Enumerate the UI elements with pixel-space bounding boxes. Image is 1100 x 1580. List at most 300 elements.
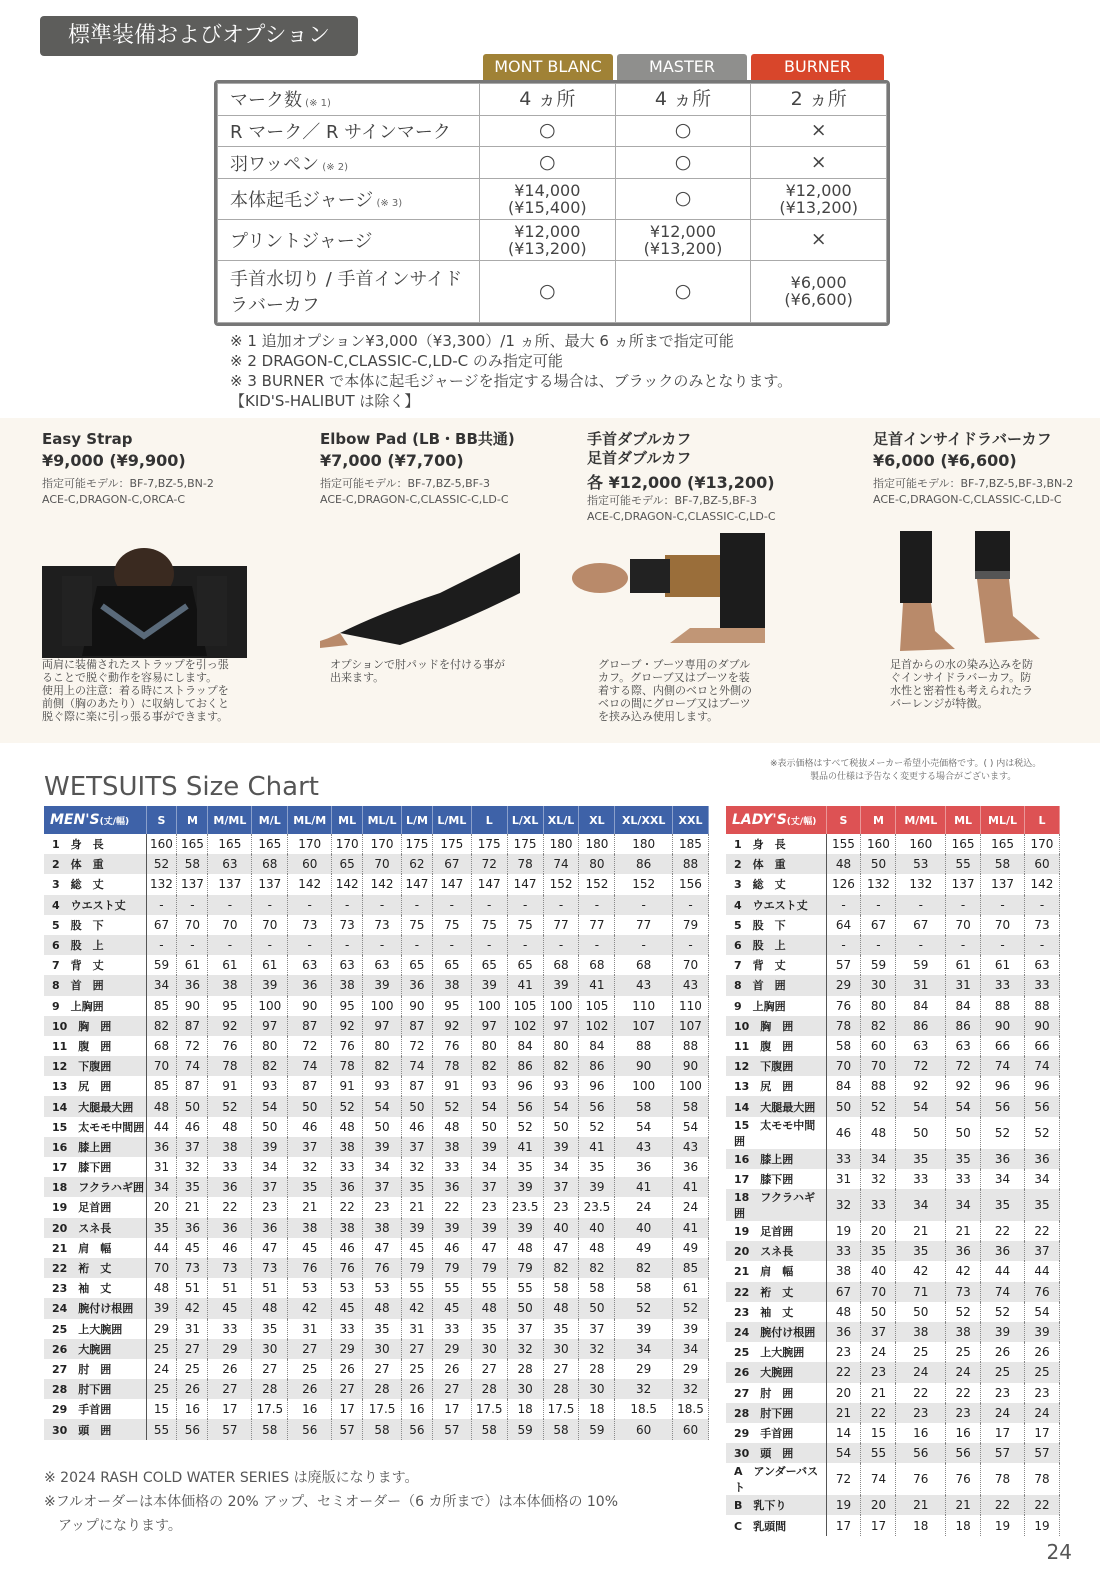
measurement-label: 6 股 上	[44, 935, 146, 955]
measurement-value: 19	[826, 1495, 861, 1515]
measurement-value: 16	[401, 1399, 432, 1419]
section-title: 標準装備およびオプション	[40, 16, 358, 56]
measurement-value: 32	[579, 1339, 615, 1359]
measurement-value: -	[177, 895, 208, 915]
measurement-value: 58	[615, 1278, 673, 1298]
measurement-value: -	[432, 935, 471, 955]
measurement-label: 5 股 下	[726, 915, 826, 935]
measurement-value: -	[896, 895, 946, 915]
measurement-value: 70	[861, 1056, 896, 1076]
measurement-value: 73	[363, 915, 402, 935]
measurement-value: 30	[471, 1339, 507, 1359]
table-row	[726, 1443, 1060, 1463]
measurement-value: 50	[471, 1117, 507, 1137]
measurement-value: 31	[826, 1169, 861, 1189]
measurement-value: 85	[146, 1076, 177, 1096]
table-row	[726, 1241, 1060, 1261]
measurement-label: 4 ウエスト丈	[726, 895, 826, 915]
measurement-value: 17	[1024, 1423, 1059, 1443]
measurement-value: 55	[432, 1278, 471, 1298]
measurement-label: 8 首 囲	[44, 975, 146, 995]
table-row	[44, 1117, 709, 1137]
measurement-value: 28	[579, 1359, 615, 1379]
measurement-value: 100	[672, 1076, 708, 1096]
options-table	[214, 80, 890, 326]
measurement-value: 23.5	[507, 1197, 543, 1217]
measurement-value: 54	[896, 1096, 946, 1116]
measurement-value: 50	[861, 854, 896, 874]
measurement-value: 29	[432, 1339, 471, 1359]
measurement-value: 97	[471, 1016, 507, 1036]
table-row	[44, 1399, 709, 1419]
measurement-value: 107	[615, 1016, 673, 1036]
measurement-value: 61	[672, 1278, 708, 1298]
measurement-value: 22	[861, 1403, 896, 1423]
measurement-value: 33	[826, 1241, 861, 1261]
measurement-value: 49	[615, 1238, 673, 1258]
measurement-value: 54	[252, 1096, 288, 1116]
measurement-value: 31	[946, 975, 981, 995]
measurement-value: 57	[981, 1443, 1025, 1463]
measurement-value: 30	[507, 1379, 543, 1399]
measurement-value: 58	[471, 1419, 507, 1439]
measurement-value: 137	[208, 874, 252, 894]
measurement-value: 73	[252, 1258, 288, 1278]
measurement-value: 66	[1024, 1036, 1059, 1056]
measurement-value: 23	[826, 1342, 861, 1362]
measurement-value: 27	[401, 1339, 432, 1359]
measurement-value: 32	[177, 1157, 208, 1177]
measurement-value: 100	[471, 996, 507, 1016]
measurement-value: 51	[177, 1278, 208, 1298]
measurement-value: 17.5	[471, 1399, 507, 1419]
measurement-value: 26	[288, 1379, 332, 1399]
measurement-value: 132	[861, 874, 896, 894]
measurement-value: 21	[288, 1197, 332, 1217]
measurement-value: -	[981, 935, 1025, 955]
measurement-value: 20	[861, 1495, 896, 1515]
measurement-value: 41	[615, 1177, 673, 1197]
measurement-value: 91	[208, 1076, 252, 1096]
measurement-value: 45	[177, 1238, 208, 1258]
option-value: ×	[751, 147, 887, 179]
measurement-value: 79	[672, 915, 708, 935]
tax-note: ※表示価格はすべて税抜メーカー希望小売価格です。( ) 内は税込。 製品の仕様は予告なく変更する場合がございます。	[770, 759, 1042, 782]
measurement-value: 44	[146, 1117, 177, 1137]
measurement-value: 22	[1024, 1495, 1059, 1515]
measurement-value: 37	[861, 1322, 896, 1342]
measurement-value: 33	[826, 1149, 861, 1169]
measurement-value: 110	[672, 996, 708, 1016]
measurement-value: 65	[471, 955, 507, 975]
measurement-value: 35	[288, 1177, 332, 1197]
measurement-value: 23	[252, 1197, 288, 1217]
measurement-value: 90	[401, 996, 432, 1016]
table-row	[44, 1218, 709, 1238]
measurement-value: -	[208, 895, 252, 915]
measurement-value: 17	[332, 1399, 363, 1419]
measurement-value: 17.5	[543, 1399, 579, 1419]
measurement-value: 84	[507, 1036, 543, 1056]
table-row	[44, 1258, 709, 1278]
option-value: ○	[615, 178, 751, 219]
measurement-value: 33	[981, 975, 1025, 995]
measurement-value: 34	[471, 1157, 507, 1177]
measurement-label: 12 下腹囲	[44, 1056, 146, 1076]
measurement-value: 38	[896, 1322, 946, 1342]
option-row	[218, 115, 887, 147]
measurement-value: 80	[861, 996, 896, 1016]
measurement-value: 43	[615, 1137, 673, 1157]
measurement-value: 53	[363, 1278, 402, 1298]
measurement-value: 71	[896, 1282, 946, 1302]
footnotes	[44, 1466, 618, 1538]
measurement-value: 110	[615, 996, 673, 1016]
measurement-value: 40	[579, 1218, 615, 1238]
measurement-value: 52	[672, 1298, 708, 1318]
measurement-label: 6 股 上	[726, 935, 826, 955]
measurement-value: 40	[861, 1261, 896, 1281]
measurement-value: 47	[363, 1238, 402, 1258]
measurement-value: 67	[896, 915, 946, 935]
measurement-value: 57	[208, 1419, 252, 1439]
measurement-value: 54	[615, 1117, 673, 1137]
measurement-value: 65	[332, 854, 363, 874]
measurement-value: 58	[672, 1096, 708, 1116]
measurement-value: 67	[861, 915, 896, 935]
measurement-value: 152	[615, 874, 673, 894]
measurement-value: 33	[208, 1157, 252, 1177]
measurement-value: 170	[1024, 834, 1059, 854]
measurement-value: 86	[615, 854, 673, 874]
measurement-value: 59	[507, 1419, 543, 1439]
measurement-value: 68	[543, 955, 579, 975]
measurement-value: 105	[507, 996, 543, 1016]
table-row	[44, 915, 709, 935]
measurement-value: 82	[579, 1258, 615, 1278]
measurement-label: 22 裄 丈	[726, 1282, 826, 1302]
measurement-value: 61	[946, 955, 981, 975]
size-chart-title: WETSUITS Size Chart	[44, 772, 319, 802]
measurement-value: 73	[1024, 915, 1059, 935]
measurement-value: 75	[507, 915, 543, 935]
table-row	[726, 1423, 1060, 1443]
measurement-value: 185	[672, 834, 708, 854]
footnote: ※フルオーダーは本体価格の 20% アップ、セミオーダー（6 カ所まで）は本体価格の 10%	[44, 1494, 619, 1510]
feature-elbow-pad	[320, 430, 560, 508]
feature-models: 指定可能モデル：BF-7,BZ-5,BN-2 ACE-C,DRAGON-C,ORCA-C	[42, 477, 214, 506]
measurement-value: 52	[981, 1117, 1025, 1149]
measurement-value: 46	[208, 1238, 252, 1258]
measurement-value: 36	[672, 1157, 708, 1177]
measurement-value: 54	[826, 1443, 861, 1463]
measurement-value: 155	[826, 834, 861, 854]
table-row	[44, 1036, 709, 1056]
measurement-value: 180	[579, 834, 615, 854]
measurement-value: 82	[363, 1056, 402, 1076]
measurement-value: 24	[672, 1197, 708, 1217]
measurement-value: 28	[507, 1359, 543, 1379]
measurement-value: 42	[946, 1261, 981, 1281]
measurement-value: 84	[896, 996, 946, 1016]
measurement-value: 17	[981, 1423, 1025, 1443]
option-row	[218, 178, 887, 219]
table-row	[726, 1515, 1060, 1535]
measurement-value: 26	[401, 1379, 432, 1399]
table-row	[44, 996, 709, 1016]
measurement-label: 13 尻 囲	[44, 1076, 146, 1096]
measurement-value: 95	[432, 996, 471, 1016]
table-row	[726, 1189, 1060, 1221]
measurement-value: 48	[146, 1278, 177, 1298]
measurement-value: 35	[896, 1241, 946, 1261]
measurement-value: 100	[252, 996, 288, 1016]
measurement-value: 24	[1024, 1403, 1059, 1423]
measurement-value: 48	[579, 1238, 615, 1258]
measurement-label: 29 手首囲	[44, 1399, 146, 1419]
measurement-value: 93	[363, 1076, 402, 1096]
measurement-label: B 乳下り	[726, 1495, 826, 1515]
measurement-value: 36	[177, 1218, 208, 1238]
measurement-value: 42	[401, 1298, 432, 1318]
measurement-value: 57	[432, 1419, 471, 1439]
measurement-value: 27	[432, 1379, 471, 1399]
measurement-value: 75	[401, 915, 432, 935]
measurement-value: 23	[363, 1197, 402, 1217]
column-header-master: MASTER	[617, 54, 747, 80]
measurement-value: 85	[146, 996, 177, 1016]
measurement-value: 72	[896, 1056, 946, 1076]
measurement-label: 9 上胸囲	[44, 996, 146, 1016]
measurement-value: 36	[1024, 1149, 1059, 1169]
measurement-value: 15	[146, 1399, 177, 1419]
measurement-value: 72	[288, 1036, 332, 1056]
measurement-value: 70	[826, 1056, 861, 1076]
measurement-value: 35	[861, 1241, 896, 1261]
measurement-value: 78	[1024, 1463, 1059, 1495]
measurement-value: 46	[401, 1117, 432, 1137]
measurement-value: 56	[401, 1419, 432, 1439]
mens-header-label: MEN'S(丈/幅)	[44, 806, 146, 834]
measurement-value: 74	[401, 1056, 432, 1076]
table-row	[44, 874, 709, 894]
measurement-value: 92	[432, 1016, 471, 1036]
measurement-label: 8 首 囲	[726, 975, 826, 995]
measurement-value: 30	[363, 1339, 402, 1359]
option-value: ¥12,000 (¥13,200)	[480, 219, 616, 260]
measurement-value: 37	[401, 1137, 432, 1157]
measurement-value: 36	[252, 1218, 288, 1238]
measurement-value: 37	[507, 1319, 543, 1339]
measurement-value: 93	[543, 1076, 579, 1096]
measurement-value: 67	[826, 1282, 861, 1302]
mens-size-header: L/M	[401, 806, 432, 834]
table-row	[726, 1383, 1060, 1403]
option-value: ○	[615, 147, 751, 179]
measurement-value: -	[579, 895, 615, 915]
measurement-value: 25	[177, 1359, 208, 1379]
footnote: ※ 2024 RASH COLD WATER SERIES は廃版になります。	[44, 1470, 419, 1486]
table-row	[726, 834, 1060, 854]
measurement-value: 57	[1024, 1443, 1059, 1463]
measurement-value: -	[363, 895, 402, 915]
option-label: プリントジャージ	[218, 219, 480, 260]
measurement-value: -	[615, 935, 673, 955]
measurement-value: 17.5	[252, 1399, 288, 1419]
measurement-value: 32	[507, 1339, 543, 1359]
measurement-value: 33	[332, 1319, 363, 1339]
measurement-value: 142	[1024, 874, 1059, 894]
measurement-value: 88	[615, 1036, 673, 1056]
feature-price: ¥7,000 (¥7,700)	[320, 451, 464, 470]
measurement-value: 41	[507, 1137, 543, 1157]
measurement-value: 26	[332, 1359, 363, 1379]
measurement-value: 35	[579, 1157, 615, 1177]
measurement-value: 39	[363, 1137, 402, 1157]
measurement-value: 97	[252, 1016, 288, 1036]
measurement-value: 58	[363, 1419, 402, 1439]
feature-models: 指定可能モデル：BF-7,BZ-5,BF-3 ACE-C,DRAGON-C,CLASSIC-C,LD-C	[587, 494, 776, 523]
measurement-value: 16	[288, 1399, 332, 1419]
measurement-value: 21	[861, 1383, 896, 1403]
mens-size-header: ML	[332, 806, 363, 834]
table-row	[44, 1016, 709, 1036]
measurement-value: 39	[1024, 1322, 1059, 1342]
option-row	[218, 84, 887, 116]
measurement-value: 18	[896, 1515, 946, 1535]
measurement-value: 165	[252, 834, 288, 854]
option-note: ※ 1 追加オプション¥3,000（¥3,300）/1 ヵ所、最大 6 ヵ所まで指定可能	[230, 332, 734, 350]
measurement-value: 68	[252, 854, 288, 874]
measurement-label: 21 肩 幅	[44, 1238, 146, 1258]
measurement-value: 19	[1024, 1515, 1059, 1535]
measurement-value: 33	[332, 1157, 363, 1177]
measurement-value: 60	[288, 854, 332, 874]
measurement-value: 132	[146, 874, 177, 894]
option-label: 本体起毛ジャージ (※ 3)	[218, 178, 480, 219]
measurement-label: 18 フクラハギ囲	[44, 1177, 146, 1197]
measurement-value: 32	[288, 1157, 332, 1177]
measurement-value: 75	[471, 915, 507, 935]
measurement-value: 48	[826, 854, 861, 874]
feature-band: Easy Strap ¥9,000 (¥9,900) 指定可能モデル：BF-7,BZ-5,BN-2 ACE-C,DRAGON-C,ORCA-C 両肩に装備されたストラップを引っ張 ることで脱ぐ動作を容易にします。 使用上の注意：着る時にストラップを 前側（胸のあたり）に収納しておくと 脱ぐ際に楽に引っ張る事ができます。 Elbow Pad (LB・BB共通) ¥7,000 (¥7,700) 指定可能モデル：BF-7,BZ-5,BF-3 ACE-C,DRAGON-C,CLASSIC-C,LD-C オプションで肘パッドを付ける事が 出来ます。 手首ダブルカフ 足首ダブルカフ 各 ¥12,000 (¥13,200) 指定可能モデル：BF-7,BZ-5,BF-3 ACE-C,DRAGON-C,CLASSIC-C,LD-C グローブ・ブーツ専用のダブル カフ。グローブ又はブーツを装 着する際、内側のベロと外側の ベロの間にグローブ又はブーツ を挟み込み使用します。 足首インサイドラバーカフ ¥6,000 (¥6,600) 指定可能モデル：BF-7,BZ-5,BF-3,BN-2 ACE-C,DRAGON-C,CLASSIC-C,LD-C 足首からの水の染み込みを防 ぐインサイドラバーカフ。防 水性と密着性も考えられたラ バーレンジが特徴。	[0, 418, 1100, 743]
measurement-value: 25	[401, 1359, 432, 1379]
measurement-value: 100	[615, 1076, 673, 1096]
measurement-value: 31	[896, 975, 946, 995]
measurement-value: 34	[252, 1157, 288, 1177]
option-note: ※ 3 BURNER で本体に起毛ジャージを指定する場合は、ブラックのみとなります。	[230, 372, 793, 390]
measurement-value: 46	[288, 1117, 332, 1137]
measurement-value: 132	[896, 874, 946, 894]
option-row	[218, 147, 887, 179]
measurement-value: 68	[579, 955, 615, 975]
measurement-label: 7 背 丈	[726, 955, 826, 975]
measurement-value: 22	[981, 1495, 1025, 1515]
option-note: ※ 2 DRAGON-C,CLASSIC-C,LD-C のみ指定可能	[230, 352, 563, 370]
measurement-value: 90	[672, 1056, 708, 1076]
measurement-value: 23	[1024, 1383, 1059, 1403]
option-row	[218, 260, 887, 322]
mens-size-header: L/ML	[432, 806, 471, 834]
feature-double-cuff	[587, 430, 827, 525]
measurement-value: 43	[672, 975, 708, 995]
measurement-value: 16	[946, 1423, 981, 1443]
measurement-value: 36	[332, 1177, 363, 1197]
measurement-value: 60	[861, 1036, 896, 1056]
measurement-value: 73	[946, 1282, 981, 1302]
measurement-value: 165	[946, 834, 981, 854]
measurement-value: 78	[432, 1056, 471, 1076]
measurement-value: 73	[288, 915, 332, 935]
measurement-value: -	[332, 895, 363, 915]
measurement-value: 35	[1024, 1189, 1059, 1221]
measurement-value: 43	[672, 1137, 708, 1157]
measurement-value: 73	[177, 1258, 208, 1278]
measurement-label: 30 頭 囲	[44, 1419, 146, 1439]
measurement-value: 40	[543, 1218, 579, 1238]
measurement-value: 41	[672, 1177, 708, 1197]
measurement-value: 17	[826, 1515, 861, 1535]
measurement-value: 19	[826, 1221, 861, 1241]
table-row	[726, 1221, 1060, 1241]
measurement-value: 76	[826, 996, 861, 1016]
measurement-value: 87	[401, 1016, 432, 1036]
measurement-value: 60	[672, 1419, 708, 1439]
measurement-value: 74	[288, 1056, 332, 1076]
measurement-value: 175	[401, 834, 432, 854]
column-header-burner: BURNER	[751, 54, 884, 80]
measurement-value: 75	[432, 915, 471, 935]
measurement-value: 80	[471, 1036, 507, 1056]
measurement-value: 84	[826, 1076, 861, 1096]
measurement-value: 41	[507, 975, 543, 995]
measurement-value: 50	[861, 1302, 896, 1322]
mens-size-header: ML/M	[288, 806, 332, 834]
measurement-value: 26	[1024, 1342, 1059, 1362]
measurement-value: 17.5	[363, 1399, 402, 1419]
measurement-value: 35	[946, 1149, 981, 1169]
measurement-value: 38	[432, 1137, 471, 1157]
measurement-value: 29	[146, 1319, 177, 1339]
measurement-value: 59	[896, 955, 946, 975]
measurement-label: 24 腕付け根囲	[726, 1322, 826, 1342]
measurement-value: 32	[672, 1379, 708, 1399]
table-row	[44, 1419, 709, 1439]
table-row	[726, 1261, 1060, 1281]
measurement-value: 36	[146, 1137, 177, 1157]
measurement-value: 55	[146, 1419, 177, 1439]
measurement-value: 44	[146, 1238, 177, 1258]
measurement-value: 67	[432, 854, 471, 874]
measurement-value: 72	[401, 1036, 432, 1056]
measurement-value: 54	[363, 1096, 402, 1116]
measurement-value: 39	[543, 1137, 579, 1157]
measurement-value: 58	[543, 1278, 579, 1298]
measurement-value: 55	[401, 1278, 432, 1298]
measurement-value: 79	[401, 1258, 432, 1278]
measurement-value: 45	[401, 1238, 432, 1258]
measurement-value: 74	[1024, 1056, 1059, 1076]
measurement-value: 126	[826, 874, 861, 894]
measurement-value: 76	[332, 1036, 363, 1056]
measurement-value: 39	[615, 1319, 673, 1339]
measurement-value: 54	[946, 1096, 981, 1116]
measurement-value: 86	[579, 1056, 615, 1076]
measurement-value: 65	[401, 955, 432, 975]
measurement-value: 48	[861, 1117, 896, 1149]
measurement-value: -	[252, 935, 288, 955]
measurement-value: 52	[507, 1117, 543, 1137]
